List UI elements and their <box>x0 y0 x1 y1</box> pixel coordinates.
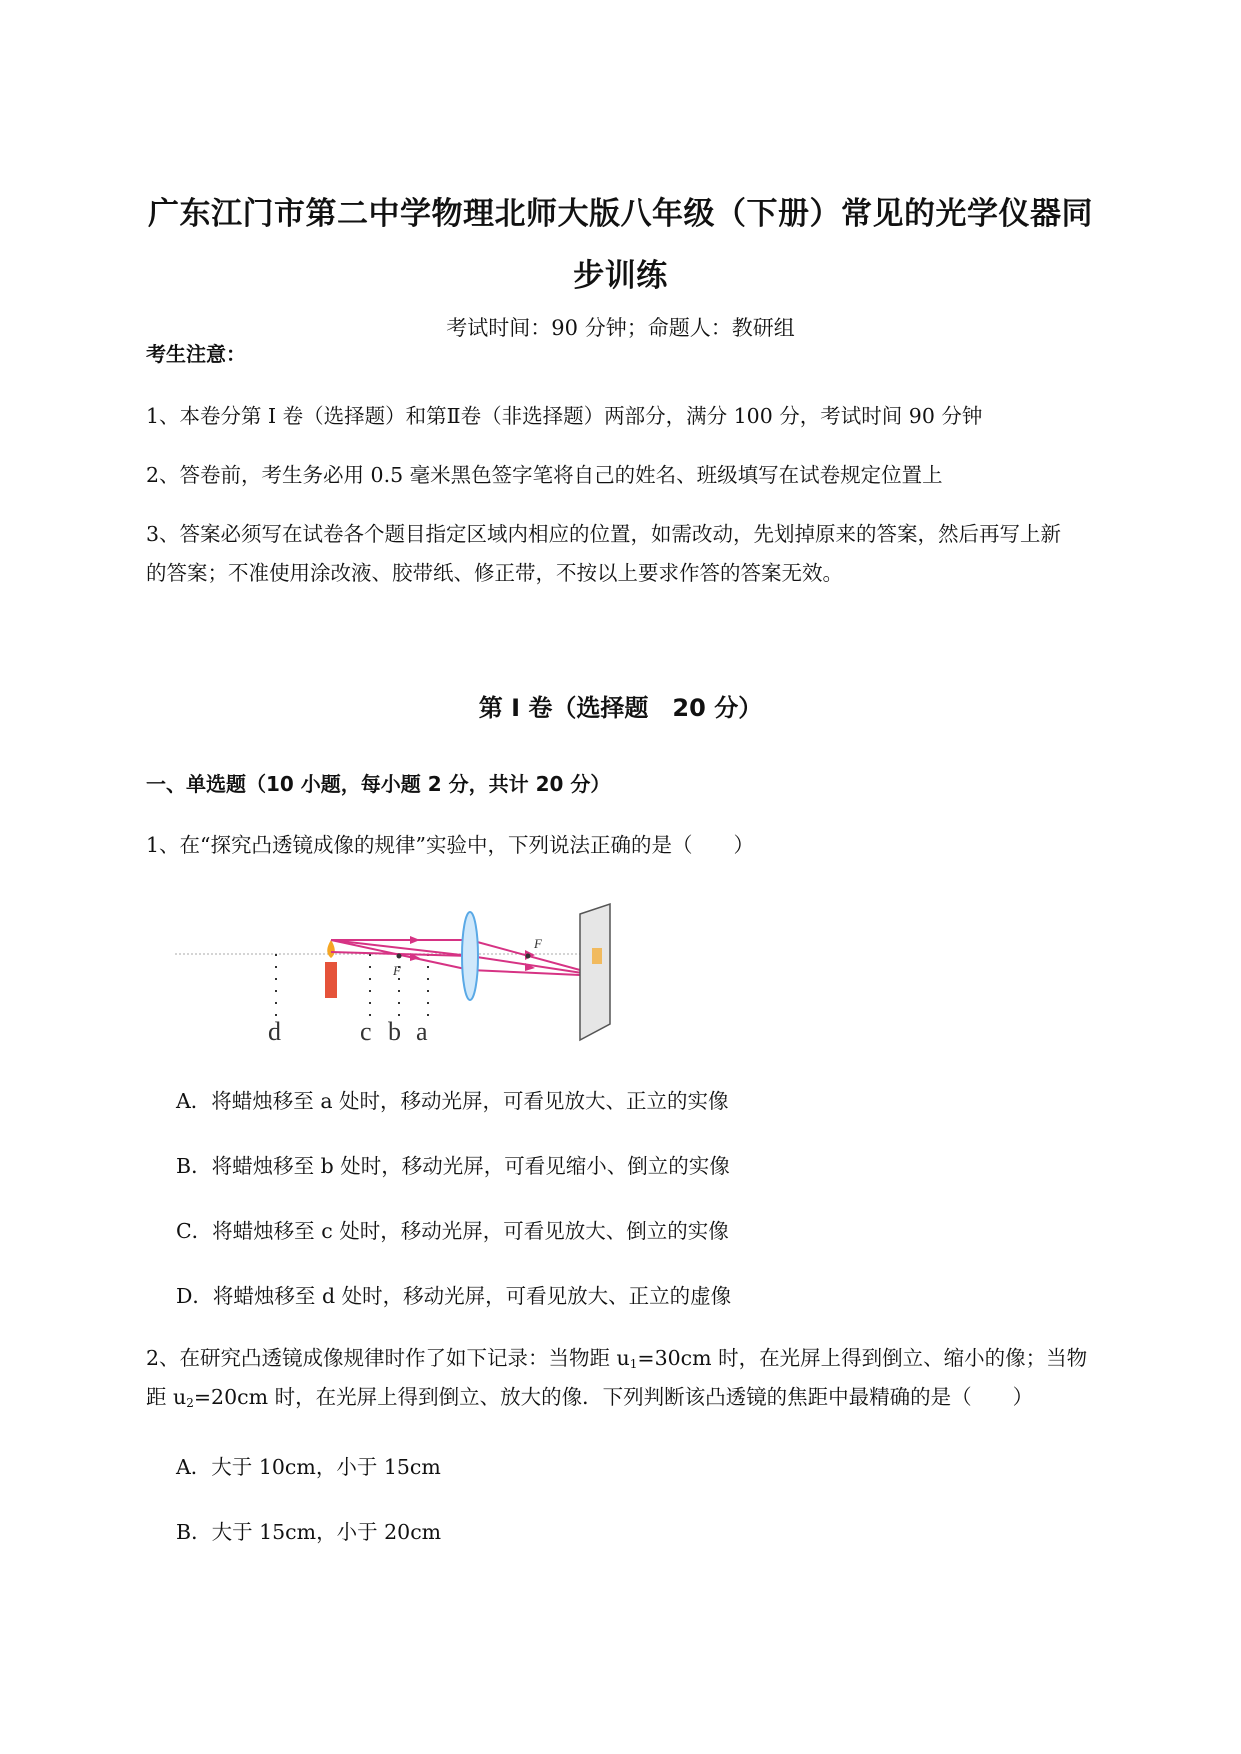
exam-title-line-2: 步训练 <box>573 258 668 294</box>
q2-text-part: =30cm 时，在光屏上得到倒立、缩小的像；当物 <box>637 1346 1088 1370</box>
section-title: 第 I 卷（选择题 20 分） <box>478 694 763 722</box>
light-screen <box>580 904 610 1040</box>
q2-subscript: 2 <box>186 1396 194 1410</box>
part-heading: 一、单选题（10 小题，每小题 2 分，共计 20 分） <box>146 772 611 796</box>
exam-meta: 考试时间：90 分钟；命题人：教研组 <box>446 316 795 340</box>
candle-flame <box>327 940 335 958</box>
notice-3: 3、答案必须写在试卷各个题目指定区域内相应的位置，如需改动，先划掉原来的答案，然后再写上新 <box>146 522 1062 546</box>
notice-1: 1、本卷分第 I 卷（选择题）和第Ⅱ卷（非选择题）两部分，满分 100 分，考试时间 90 分钟 <box>146 404 983 428</box>
question-2-stem-line-2 <box>146 1377 1146 1423</box>
label-c: c <box>360 1017 372 1046</box>
q1-option-c[interactable]: C．将蜡烛移至 c 处时，移动光屏，可看见放大、倒立的实像 <box>176 1219 729 1243</box>
label-d: d <box>268 1017 281 1046</box>
focal-point-left <box>397 954 402 959</box>
q1-option-a[interactable]: A．将蜡烛移至 a 处时，移动光屏，可看见放大、正立的实像 <box>176 1089 729 1113</box>
notice-2: 2、答卷前，考生务必用 0.5 毫米黑色签字笔将自己的姓名、班级填写在试卷规定位置上 <box>146 463 943 487</box>
q2-subscript: 1 <box>629 1357 638 1371</box>
q2-text-part: 距 u <box>146 1385 187 1409</box>
focal-point-right <box>526 954 531 959</box>
lens-diagram <box>170 890 650 1050</box>
focal-label-right: F <box>534 936 542 951</box>
notice-heading: 考生注意： <box>146 342 246 366</box>
q2-text-part: 2、在研究凸透镜成像规律时作了如下记录：当物距 u <box>146 1346 630 1370</box>
q2-text-part: =20cm 时，在光屏上得到倒立、放大的像．下列判断该凸透镜的焦距中最精确的是（ ） <box>193 1385 1034 1409</box>
exam-title-line-1: 广东江门市第二中学物理北师大版八年级（下册）常见的光学仪器同 <box>148 196 1093 232</box>
notice-3-cont: 的答案；不准使用涂改液、胶带纸、修正带，不按以上要求作答的答案无效。 <box>146 561 843 585</box>
label-b: b <box>388 1017 401 1046</box>
q1-option-d[interactable]: D．将蜡烛移至 d 处时，移动光屏，可看见放大、正立的虚像 <box>176 1284 732 1308</box>
position-markers <box>276 954 428 1020</box>
q2-option-a[interactable]: A．大于 10cm，小于 15cm <box>176 1455 441 1479</box>
q1-option-b[interactable]: B．将蜡烛移至 b 处时，移动光屏，可看见缩小、倒立的实像 <box>176 1154 730 1178</box>
focal-label-left: F <box>393 963 401 978</box>
q2-option-b[interactable]: B．大于 15cm，小于 20cm <box>176 1520 442 1544</box>
label-a: a <box>416 1017 428 1046</box>
convex-lens <box>462 912 478 1000</box>
question-1-stem: 1、在“探究凸透镜成像的规律”实验中，下列说法正确的是（ ） <box>146 833 755 857</box>
screen-image <box>592 948 602 964</box>
candle <box>325 962 337 998</box>
